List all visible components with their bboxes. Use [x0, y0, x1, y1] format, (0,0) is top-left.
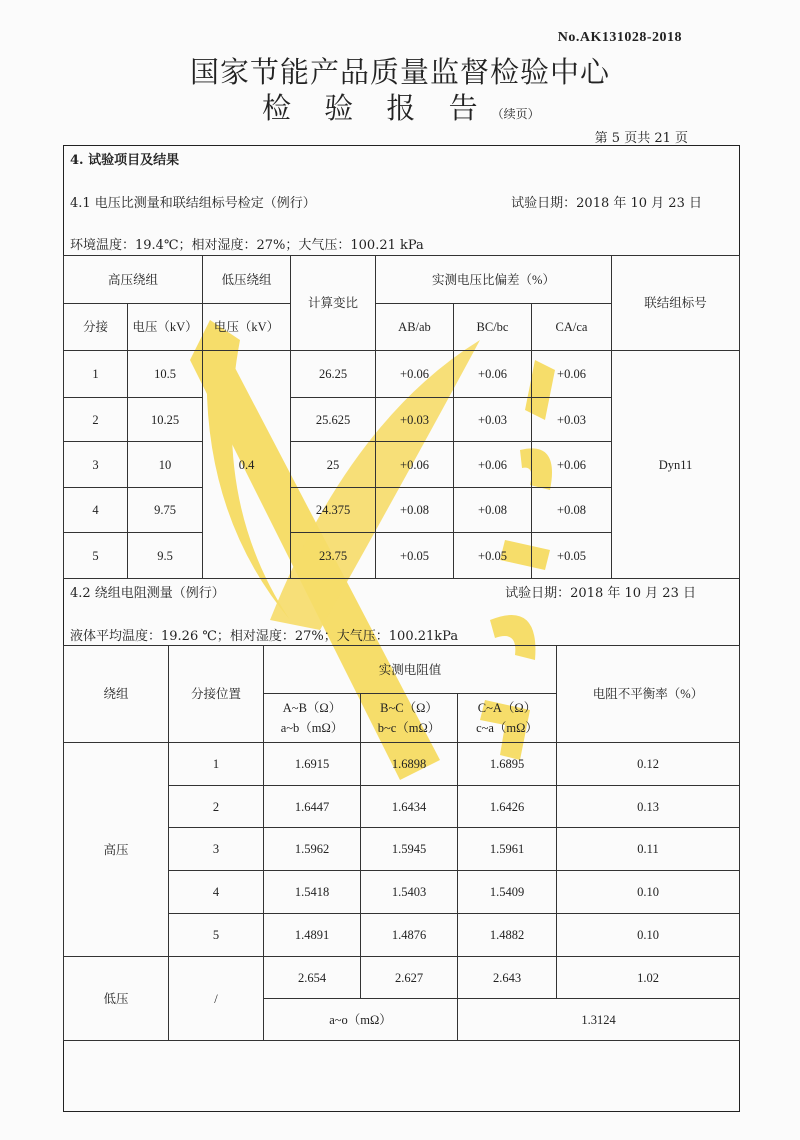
- cell: 1.5403: [361, 871, 458, 914]
- header-hv-voltage: 电压（kV）: [128, 304, 203, 351]
- header-ab: AB/ab: [376, 304, 454, 351]
- header-lv: 低压绕组: [203, 256, 291, 304]
- cell: 3: [169, 828, 264, 871]
- cell: +0.08: [376, 488, 454, 533]
- cell: 24.375: [291, 488, 376, 533]
- cell: +0.05: [376, 533, 454, 579]
- cell: 1.5962: [264, 828, 361, 871]
- cell: 3: [64, 442, 128, 488]
- continuation-label: （续页）: [491, 107, 540, 121]
- cell: 1.4882: [458, 914, 557, 957]
- header-group: 联结组标号: [612, 256, 740, 351]
- cell: 23.75: [291, 533, 376, 579]
- document-number: No.AK131028-2018: [557, 30, 682, 45]
- header-bc: BC/bc: [454, 304, 532, 351]
- cell: 5: [169, 914, 264, 957]
- label: c~a（mΩ）: [476, 721, 538, 735]
- cell: 2.627: [361, 957, 458, 999]
- cell: 1.4891: [264, 914, 361, 957]
- cell: 1.6447: [264, 786, 361, 828]
- s41-environment: 环境温度：19.4℃；相对湿度：27%；大气压：100.21 kPa: [70, 238, 424, 253]
- hv-label: 高压: [64, 743, 169, 957]
- label: a~b（mΩ）: [280, 721, 344, 735]
- ao-value: 1.3124: [458, 999, 740, 1041]
- cell: +0.03: [454, 398, 532, 442]
- cell: 10.5: [128, 351, 203, 398]
- label: C~A（Ω）: [477, 701, 537, 715]
- header-imbalance: 电阻不平衡率（%）: [557, 646, 740, 743]
- group-value: Dyn11: [612, 351, 740, 579]
- cell: 0.10: [557, 871, 740, 914]
- cell: 25.625: [291, 398, 376, 442]
- cell: +0.08: [532, 488, 612, 533]
- header-lv-voltage: 电压（kV）: [203, 304, 291, 351]
- cell: 0.12: [557, 743, 740, 786]
- winding-resistance-table: [63, 645, 740, 1041]
- ao-label: a~o（mΩ）: [264, 999, 458, 1041]
- cell: 1.6915: [264, 743, 361, 786]
- cell: +0.06: [376, 442, 454, 488]
- lv-label: 低压: [64, 957, 169, 1041]
- organization-name: 国家节能产品质量监督检验中心: [189, 55, 610, 89]
- cell: +0.05: [532, 533, 612, 579]
- cell: 10.25: [128, 398, 203, 442]
- cell: 5: [64, 533, 128, 579]
- header-bc: [361, 694, 458, 743]
- cell: +0.06: [454, 351, 532, 398]
- cell: 2.643: [458, 957, 557, 999]
- label: A~B（Ω）: [282, 701, 342, 715]
- header-ca: [458, 694, 557, 743]
- table-row: [64, 743, 740, 786]
- table-row: [64, 351, 740, 398]
- cell: 1: [169, 743, 264, 786]
- s42-title: 4.2 绕组电阻测量（例行）: [70, 586, 225, 601]
- cell: 0.11: [557, 828, 740, 871]
- header-winding: 绕组: [64, 646, 169, 743]
- table-row: [64, 957, 740, 999]
- header-tap: 分接: [64, 304, 128, 351]
- header-ab: [264, 694, 361, 743]
- cell: 4: [169, 871, 264, 914]
- cell: 1.5945: [361, 828, 458, 871]
- cell: 1.6898: [361, 743, 458, 786]
- cell: 2.654: [264, 957, 361, 999]
- cell: 4: [64, 488, 128, 533]
- page-number: 第 5 页共 21 页: [594, 131, 688, 146]
- cell: +0.08: [454, 488, 532, 533]
- cell: 9.5: [128, 533, 203, 579]
- cell: 1.5961: [458, 828, 557, 871]
- header-measured: 实测电阻值: [264, 646, 557, 694]
- lv-voltage-value: 0.4: [203, 351, 291, 579]
- report-title: 检 验 报 告: [262, 91, 490, 125]
- cell: +0.03: [532, 398, 612, 442]
- section-heading: 4. 试验项目及结果: [70, 153, 180, 168]
- cell: +0.06: [454, 442, 532, 488]
- cell: 10: [128, 442, 203, 488]
- label: b~c（mΩ）: [377, 721, 441, 735]
- cell: 1.5418: [264, 871, 361, 914]
- cell: 2: [169, 786, 264, 828]
- cell: 1.6434: [361, 786, 458, 828]
- header-hv: 高压绕组: [64, 256, 203, 304]
- cell: 1.02: [557, 957, 740, 999]
- header-ratio: 计算变比: [291, 256, 376, 351]
- cell: +0.06: [376, 351, 454, 398]
- cell: 1.6895: [458, 743, 557, 786]
- cell: 0.13: [557, 786, 740, 828]
- cell: +0.06: [532, 442, 612, 488]
- s41-title: 4.1 电压比测量和联结组标号检定（例行）: [70, 196, 316, 211]
- s42-environment: 液体平均温度：19.26 ℃；相对湿度：27%；大气压：100.21kPa: [70, 629, 459, 644]
- cell: 9.75: [128, 488, 203, 533]
- cell: 0.10: [557, 914, 740, 957]
- cell: +0.05: [454, 533, 532, 579]
- label: B~C（Ω）: [380, 701, 438, 715]
- s42-date: 试验日期：2018 年 10 月 23 日: [505, 586, 696, 601]
- report-title-block: [262, 86, 540, 127]
- cell: 26.25: [291, 351, 376, 398]
- header-ca: CA/ca: [532, 304, 612, 351]
- cell: 1.5409: [458, 871, 557, 914]
- lv-tap: /: [169, 957, 264, 1041]
- cell: +0.03: [376, 398, 454, 442]
- voltage-ratio-table: [63, 255, 740, 579]
- cell: +0.06: [532, 351, 612, 398]
- cell: 1: [64, 351, 128, 398]
- s41-date: 试验日期：2018 年 10 月 23 日: [511, 196, 702, 211]
- header-tap-position: 分接位置: [169, 646, 264, 743]
- cell: 2: [64, 398, 128, 442]
- cell: 25: [291, 442, 376, 488]
- cell: 1.4876: [361, 914, 458, 957]
- cell: 1.6426: [458, 786, 557, 828]
- header-deviation: 实测电压比偏差（%）: [376, 256, 612, 304]
